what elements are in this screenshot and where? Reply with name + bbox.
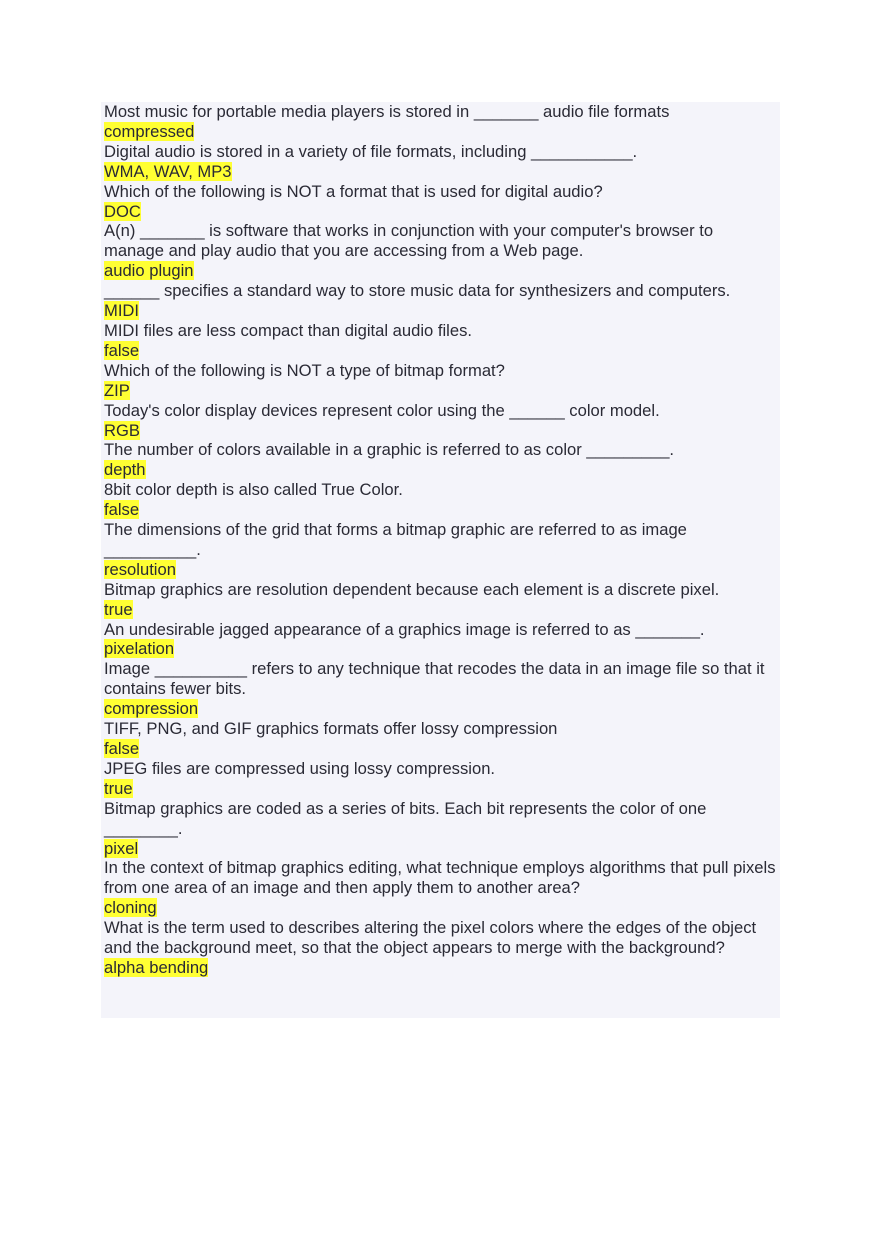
question-text: MIDI files are less compact than digital audio files. <box>104 320 472 340</box>
highlighted-answer: true <box>104 599 133 619</box>
question-text: Bitmap graphics are coded as a series of bits. Each bit represents the color of one ________. <box>104 798 707 838</box>
qa-item <box>104 142 776 182</box>
qa-item <box>104 480 776 520</box>
highlighted-answer: false <box>104 739 140 758</box>
highlighted-answer: pixelation <box>104 639 175 659</box>
question-text: Most music for portable media players is stored in _______ audio file formats <box>104 102 670 121</box>
highlighted-answer: RGB <box>104 420 140 440</box>
highlighted-answer: depth <box>104 460 146 480</box>
question-text: TIFF, PNG, and GIF graphics formats offer lossy compression <box>104 719 558 739</box>
qa-item <box>104 620 776 660</box>
qa-item <box>104 580 776 620</box>
question-text: The dimensions of the grid that forms a bitmap graphic are referred to as image __________. <box>104 520 687 559</box>
highlighted-answer: ZIP <box>104 380 130 400</box>
question-text: Which of the following is NOT a format that is used for digital audio? <box>104 181 603 201</box>
highlighted-answer: pixel <box>104 838 139 858</box>
highlighted-answer: cloning <box>104 898 157 918</box>
qa-item <box>104 361 776 401</box>
qa-item <box>104 799 776 859</box>
question-text: Digital audio is stored in a variety of file formats, including ___________. <box>104 141 638 161</box>
qa-item <box>104 321 776 361</box>
qa-item <box>104 102 776 142</box>
qa-item <box>104 401 776 441</box>
highlighted-answer: true <box>104 778 133 798</box>
question-text: The number of colors available in a graphic is referred to as color _________. <box>104 440 675 460</box>
highlighted-answer: compressed <box>104 121 195 141</box>
highlighted-answer: DOC <box>104 201 141 221</box>
question-text: Today's color display devices represent color using the ______ color model. <box>104 400 660 420</box>
question-text: ______ specifies a standard way to store music data for synthesizers and computers. <box>104 281 731 301</box>
question-text: A(n) _______ is software that works in conjunction with your computer's browser to manage and play audio that you are accessing from a Web page. <box>104 221 714 261</box>
question-text: Bitmap graphics are resolution dependent because each element is a discrete pixel. <box>104 579 720 599</box>
highlighted-answer: alpha bending <box>104 957 209 977</box>
question-text: Image __________ refers to any technique that recodes the data in an image file so that it contains fewer bits. <box>104 659 765 699</box>
question-text: In the context of bitmap graphics editing, what technique employs algorithms that pull pixels from one area of an image and then apply them to another area? <box>104 858 776 898</box>
qa-item <box>104 221 776 281</box>
question-text: Which of the following is NOT a type of bitmap format? <box>104 360 505 380</box>
highlighted-answer: audio plugin <box>104 261 194 281</box>
question-text: An undesirable jagged appearance of a graphics image is referred to as _______. <box>104 619 705 639</box>
qa-item <box>104 281 776 321</box>
qa-item <box>104 182 776 222</box>
question-text: JPEG files are compressed using lossy compression. <box>104 758 496 778</box>
qa-item <box>104 520 776 580</box>
highlighted-answer: WMA, WAV, MP3 <box>104 161 232 181</box>
highlighted-answer: resolution <box>104 559 176 579</box>
highlighted-answer: compression <box>104 699 199 719</box>
qa-item <box>104 719 776 759</box>
highlighted-answer: MIDI <box>104 301 140 321</box>
qa-item <box>104 918 776 978</box>
qa-item <box>104 659 776 719</box>
qa-item <box>104 759 776 799</box>
highlighted-answer: false <box>104 340 140 360</box>
qa-item <box>104 858 776 918</box>
qa-list <box>104 102 776 978</box>
question-text: What is the term used to describes altering the pixel colors where the edges of the object and the background meet, so that the object appears to merge with the background? <box>104 918 757 958</box>
question-text: 8bit color depth is also called True Color. <box>104 480 403 500</box>
qa-item <box>104 440 776 480</box>
highlighted-answer: false <box>104 500 140 520</box>
